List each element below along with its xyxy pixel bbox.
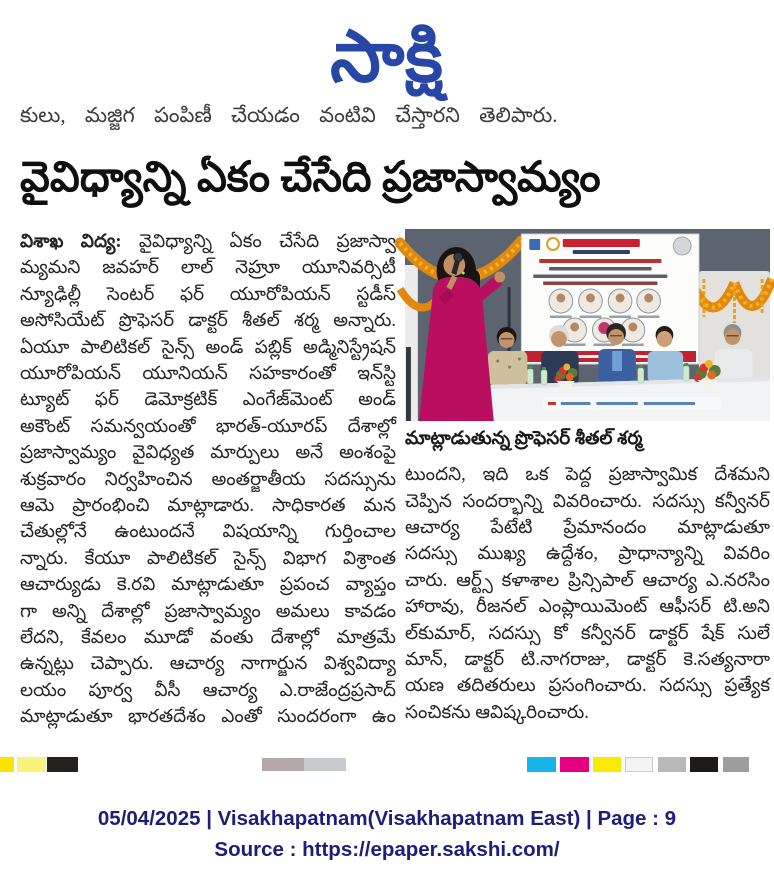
- print-registration-bars: [0, 757, 774, 773]
- reg-bar-silver: [658, 757, 686, 772]
- body-line: హారావు, రీజనల్ ఎంప్లాయిమెంట్ ఆఫీసర్ టి.అని: [405, 597, 770, 618]
- reg-bar-magenta: [560, 757, 589, 772]
- reg-center-tab: [262, 758, 346, 771]
- reg-bar-yellow: [593, 757, 621, 772]
- body-line: న్నారు. కేయూ పాలిటికల్ సైన్స్ విభాగ విశ్రాంత: [20, 548, 396, 569]
- photo-banner-portraits-row2: [563, 318, 645, 346]
- dateline: విశాఖ విద్య:: [20, 231, 122, 252]
- body-line: ల్‌కుమార్, సదస్సు కో కన్వీనర్ డాక్టర్ షేక్ సులే: [405, 623, 770, 644]
- body-line: సదస్సు ముఖ్య ఉద్దేశం, ప్రాధాన్యాన్ని వివరిం: [405, 544, 770, 565]
- reg-center-tab-left: [262, 758, 304, 771]
- clipped-text-remnant: కులు, మజ్జిగ పంపిణీ చేయడం వంటివి చేస్తారని తెలిపారు.: [20, 102, 558, 127]
- footer-date-edition-page: 05/04/2025 | Visakhapatnam(Visakhapatnam East) | Page : 9: [97, 806, 677, 830]
- body-line: అకౌంట్ సమన్వయంతో భారత్-యూరప్ దేశాల్లో: [20, 416, 396, 437]
- left-column: [20, 229, 396, 731]
- body-line: చెప్పిన సందర్భాన్ని వివరించారు. సదస్సు కన్వీనర్: [405, 491, 770, 512]
- body-line: ట్యూట్ ఫర్ డెమోక్రటిక్ ఎంగేజ్‌మెంట్ అండ్: [20, 390, 396, 411]
- body-line: అసోసియేట్ ప్రొఫెసర్ డాక్టర్ శీతల్ శర్మ అన్నారు.: [20, 311, 396, 332]
- body-line: ఆచార్యుడు కె.రవి మాట్లాడుతూ ప్రపంచ వ్యాప్తం: [20, 575, 396, 596]
- photo-left-curtain: [405, 265, 418, 421]
- reg-bar-white: [625, 757, 653, 772]
- body-line: లయం పూర్వ వీసీ ఆచార్య ఎ.రాజేంద్రప్రసాద్: [20, 680, 396, 701]
- reg-bar-black: [690, 757, 718, 772]
- body-line: విశాఖ విద్య: వైవిధ్యాన్ని ఏకం చేసేది ప్రజాస్వా: [20, 231, 397, 252]
- body-line: ఏయూ పాలిటికల్ సైన్స్ అండ్ పబ్లిక్ అడ్మినిస్ట్రేషన్: [20, 337, 396, 358]
- body-line: లేదని, కేవలం మూడో వంతు దేశాల్లో మాత్రమే: [20, 628, 396, 649]
- body-line: మాన్, డాక్టర్ టి.నాగరాజు, డాక్టర్ కె.సత్యనారా: [405, 650, 770, 671]
- body-line: యూరోపియన్ యూనియన్ సహకారంతో ఇన్‌స్టి: [20, 364, 396, 385]
- sakshi-logo: సాక్షి: [330, 17, 444, 97]
- body-line: న్యూఢిల్లీ సెంటర్ ఫర్ యూరోపియన్ స్టడీస్: [20, 284, 396, 305]
- reg-bar-left-yellow: [0, 757, 14, 772]
- reg-bar-left-pale-yellow: [17, 757, 46, 772]
- reg-center-tab-right: [304, 758, 346, 771]
- body-line: ఉన్నట్లు చెప్పారు. ఆచార్య నాగార్జున విశ్వవిద్యా: [20, 654, 396, 675]
- body-line: మాట్లాడుతూ భారతదేశం ఎంతో సుందరంగా ఉం: [20, 707, 396, 728]
- body-line: సంచికను ఆవిష్కరించారు.: [405, 702, 589, 723]
- body-line: మ్యమని జవహర్ లాల్ నెహ్రూ యూనివర్సిటీ: [20, 258, 396, 279]
- event-photo: [405, 229, 770, 421]
- photo-banner-poster: [521, 234, 699, 364]
- footer: [0, 803, 774, 867]
- body-line: ఆమె ప్రారంభించి మాట్లాడారు. సాధికారత మన: [20, 496, 396, 517]
- masthead: [0, 0, 774, 96]
- article-body: [20, 229, 770, 731]
- body-line: ప్రజాస్వామ్యం వైవిధ్యత మార్పులు అనే అంశంపై: [20, 443, 396, 464]
- body-line: గా అన్ని దేశాల్లో ప్రజాస్వామ్యం అమలు కావడం: [20, 601, 396, 622]
- photo-caption: మాట్లాడుతున్న ప్రొఫెసర్ శీతల్ శర్మ: [405, 428, 643, 449]
- article-headline: వైవిధ్యాన్ని ఏకం చేసేది ప్రజాస్వామ్యం: [20, 154, 601, 201]
- body-line: టుందని, ఇది ఒక పెద్ద ప్రజాస్వామిక దేశమని: [405, 465, 770, 486]
- body-line: చేతుల్లోనే ఉంటుందనే విషయాన్ని గుర్తించాల: [20, 522, 396, 543]
- body-line: యణ తదితరులు ప్రసంగించారు. సదస్సు ప్రత్యేక: [405, 676, 770, 697]
- reg-bar-left-black: [47, 757, 78, 772]
- reg-bar-gray: [723, 757, 749, 772]
- photo-table-front-banner: [543, 397, 721, 410]
- body-line: చారు. ఆర్ట్స్ కళాశాల ప్రిన్సిపాల్ ఆచార్య ఎ.నరసిం: [405, 570, 770, 591]
- body-line: ఆచార్య పేటేటి ప్రేమానందం మాట్లాడుతూ: [405, 517, 770, 538]
- body-line: శుక్రవారం నిర్వహించిన అంతర్జాతీయ సదస్సును: [20, 469, 396, 490]
- reg-bar-cyan: [527, 757, 556, 772]
- footer-source-url: Source : https://epaper.sakshi.com/: [214, 838, 560, 862]
- right-column: [405, 229, 770, 731]
